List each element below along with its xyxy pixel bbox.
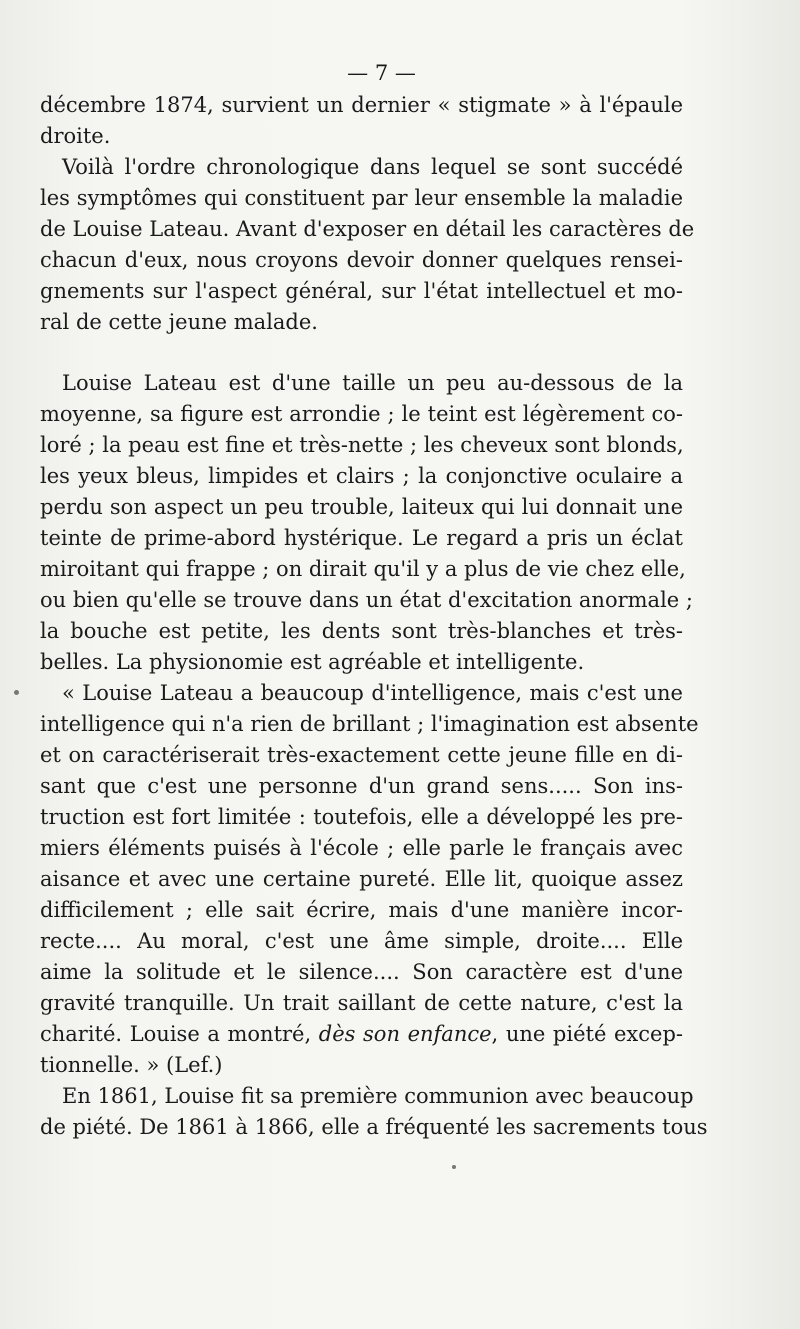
text-line: de piété. De 1861 à 1866, elle a fréquenté les sacrements tous: [40, 1115, 708, 1139]
text-line: de Louise Lateau. Avant d'exposer en détail les caractères de: [40, 217, 695, 241]
text-line: recte.... Au moral, c'est une âme simple, droite.... Elle: [40, 929, 683, 953]
text-line: miroitant qui frappe ; on dirait qu'il y a plus de vie chez elle,: [40, 557, 686, 581]
text-line: moyenne, sa figure est arrondie ; le teint est légèrement co-: [40, 402, 683, 426]
text-line: les symptômes qui constituent par leur ensemble la maladie: [40, 186, 683, 210]
text-line: ou bien qu'elle se trouve dans un état d'excitation anormale ;: [40, 588, 693, 612]
text-line: sant que c'est une personne d'un grand sens..... Son ins-: [40, 774, 683, 798]
text-line: Voilà l'ordre chronologique dans lequel se sont succédé: [62, 155, 683, 179]
text-line: belles. La physionomie est agréable et intelligente.: [40, 650, 585, 674]
text-line: miers éléments puisés à l'école ; elle parle le français avec: [40, 836, 683, 860]
text-line: la bouche est petite, les dents sont très-blanches et très-: [40, 619, 683, 643]
text-line: perdu son aspect un peu trouble, laiteux qui lui donnait une: [40, 495, 683, 519]
paragraph-5: [40, 1081, 708, 1143]
paragraph-3: [40, 368, 693, 678]
text-line: aisance et avec une certaine pureté. Elle lit, quoique assez: [40, 867, 683, 891]
paragraph-1: [40, 90, 683, 152]
paragraph-spacer: [40, 338, 683, 368]
text-line: droite.: [40, 124, 111, 148]
paper-speck: [14, 690, 19, 695]
text-line: et on caractériserait très-exactement cette jeune fille en di-: [40, 743, 683, 767]
page-text: [40, 56, 708, 1143]
text-line: En 1861, Louise fit sa première communion avec beaucoup: [62, 1084, 694, 1108]
page-number: — 7 —: [347, 61, 416, 85]
text-line: tionnelle. » (Lef.): [40, 1053, 223, 1077]
text-line: aime la solitude et le silence.... Son caractère est d'une: [40, 960, 683, 984]
text-line: décembre 1874, survient un dernier « stigmate » à l'épaule: [40, 93, 683, 117]
text-line: teinte de prime-abord hystérique. Le regard a pris un éclat: [40, 526, 683, 550]
paragraph-2: [40, 152, 695, 338]
text-line: Louise Lateau est d'une taille un peu au-dessous de la: [62, 371, 683, 395]
text-line: intelligence qui n'a rien de brillant ; l'imagination est absente: [40, 712, 699, 736]
text-line: gnements sur l'aspect général, sur l'état intellectuel et mo-: [40, 279, 683, 303]
italic-phrase: dès son enfance: [318, 1022, 492, 1046]
text-line: loré ; la peau est fine et très-nette ; les cheveux sont blonds,: [40, 433, 684, 457]
text-line: truction est fort limitée : toutefois, elle a développé les pre-: [40, 805, 683, 829]
text-line-with-italic: [40, 1019, 683, 1050]
text-line: ral de cette jeune malade.: [40, 310, 318, 334]
paper-speck: [452, 1165, 456, 1169]
text-segment: , une piété excep-: [491, 1022, 683, 1046]
paragraph-4-quotation: [40, 678, 699, 1081]
text-segment: charité. Louise a montré,: [40, 1022, 319, 1046]
text-line: « Louise Lateau a beaucoup d'intelligence, mais c'est une: [62, 681, 683, 705]
text-line: chacun d'eux, nous croyons devoir donner quelques rensei-: [40, 248, 683, 272]
text-line: les yeux bleus, limpides et clairs ; la conjonctive oculaire a: [40, 464, 683, 488]
text-line: gravité tranquille. Un trait saillant de cette nature, c'est la: [40, 991, 683, 1015]
text-line: difficilement ; elle sait écrire, mais d'une manière incor-: [40, 898, 683, 922]
